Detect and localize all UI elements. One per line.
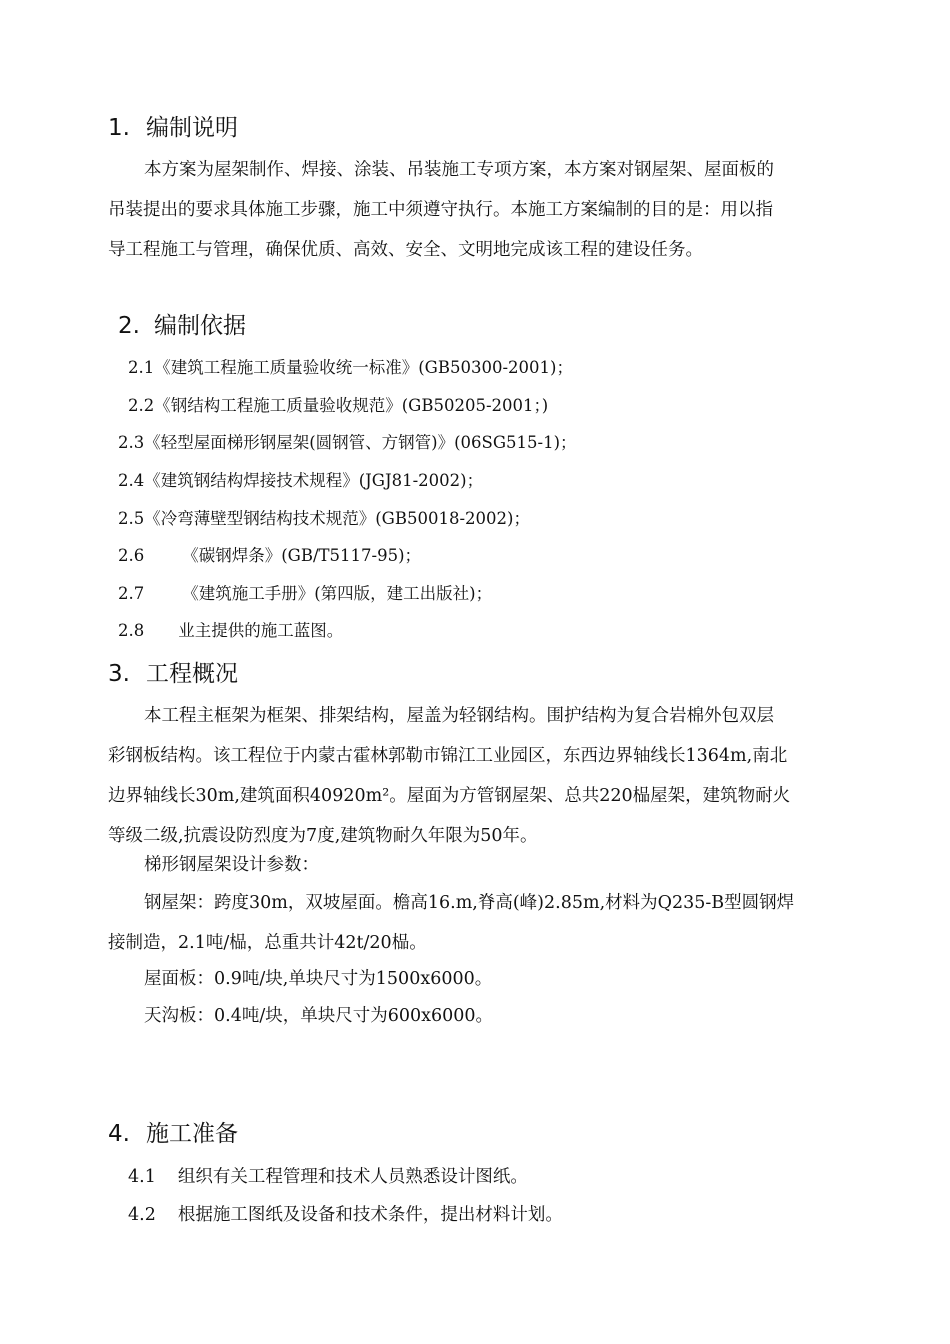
section-3-number: 3. <box>108 661 130 687</box>
item-text: 《建筑钢结构焊接技术规程》(JGJ81-2002)； <box>144 471 484 490</box>
section-1-title: 编制说明 <box>146 115 238 141</box>
section-2-number: 2. <box>118 313 140 339</box>
item-text: 《冷弯薄壁型钢结构技术规范》(GB50018-2002)； <box>144 509 530 528</box>
reference-item <box>118 544 421 568</box>
item-number: 4.1 <box>128 1167 156 1187</box>
item-text: 业主提供的施工蓝图。 <box>178 621 344 640</box>
paragraph-line: 接制造，2.1吨/榀，总重共计42t/20榀。 <box>108 933 427 953</box>
paragraph-line: 边界轴线长30m,建筑面积40920m²。屋面为方管钢屋架、总共220榀屋架，建筑物耐火 <box>108 786 791 806</box>
item-number: 2.1 <box>128 358 155 377</box>
item-number: 2.8 <box>118 621 145 640</box>
item-number: 2.3 <box>118 433 145 452</box>
paragraph-line: 本工程主框架为框架、排架结构，屋盖为轻钢结构。围护结构为复合岩棉外包双层 <box>144 706 774 726</box>
item-text: 《建筑工程施工质量验收统一标准》(GB50300-2001)； <box>154 358 573 377</box>
paragraph-line: 导工程施工与管理，确保优质、高效、安全、文明地完成该工程的建设任务。 <box>108 240 703 260</box>
roof-panel-params: 屋面板：0.9吨/块,单块尺寸为1500x6000。 <box>144 969 493 989</box>
reference-item <box>128 356 573 380</box>
gutter-panel-params: 天沟板：0.4吨/块，单块尺寸为600x6000。 <box>144 1006 494 1026</box>
section-4-heading <box>108 1120 238 1148</box>
item-number: 2.2 <box>128 396 155 415</box>
reference-item <box>118 582 492 606</box>
section-4-title: 施工准备 <box>146 1121 238 1147</box>
section-2-title: 编制依据 <box>154 313 246 339</box>
paragraph-line: 本方案为屋架制作、焊接、涂装、吊装施工专项方案，本方案对钢屋架、屋面板的 <box>144 160 774 180</box>
preparation-item <box>128 1203 563 1227</box>
item-number: 4.2 <box>128 1205 156 1225</box>
reference-item <box>118 507 530 531</box>
section-2-heading <box>118 312 246 340</box>
section-3-heading <box>108 660 238 688</box>
item-number: 2.7 <box>118 584 145 603</box>
item-number: 2.4 <box>118 471 145 490</box>
reference-item <box>118 469 483 493</box>
reference-item <box>128 394 548 418</box>
paragraph-line: 彩钢板结构。该工程位于内蒙古霍林郭勒市锦江工业园区，东西边界轴线长1364m,南北 <box>108 746 788 766</box>
item-text: 《建筑施工手册》(第四版，建工出版社)； <box>182 584 493 603</box>
section-1-heading <box>108 114 238 142</box>
section-3-paragraph <box>108 696 838 856</box>
item-text: 组织有关工程管理和技术人员熟悉设计图纸。 <box>177 1167 528 1187</box>
item-text: 根据施工图纸及设备和技术条件，提出材料计划。 <box>177 1205 563 1225</box>
item-text: 《轻型屋面梯形钢屋架(圆钢管、方钢管)》(06SG515-1)； <box>144 433 577 452</box>
item-number: 2.5 <box>118 509 145 528</box>
item-text: 《碳钢焊条》(GB/T5117-95)； <box>182 546 422 565</box>
item-number: 2.6 <box>118 546 145 565</box>
section-1-number: 1. <box>108 115 130 141</box>
item-text: 《钢结构工程施工质量验收规范》(GB50205-2001；) <box>154 396 549 415</box>
section-1-paragraph <box>108 150 838 270</box>
reference-item <box>118 431 577 455</box>
section-3-title: 工程概况 <box>146 661 238 687</box>
reference-item <box>118 619 343 643</box>
paragraph-line: 钢屋架：跨度30m，双坡屋面。檐高16.m,脊高(峰)2.85m,材料为Q235-B型圆钢焊 <box>144 893 795 913</box>
paragraph-line: 吊装提出的要求具体施工步骤，施工中须遵守执行。本施工方案编制的目的是：用以指 <box>108 200 773 220</box>
design-params-title: 梯形钢屋架设计参数： <box>144 855 319 875</box>
preparation-item <box>128 1165 528 1189</box>
paragraph-line: 等级二级,抗震设防烈度为7度,建筑物耐久年限为50年。 <box>108 826 538 846</box>
truss-params-paragraph <box>108 883 838 963</box>
section-4-number: 4. <box>108 1121 130 1147</box>
